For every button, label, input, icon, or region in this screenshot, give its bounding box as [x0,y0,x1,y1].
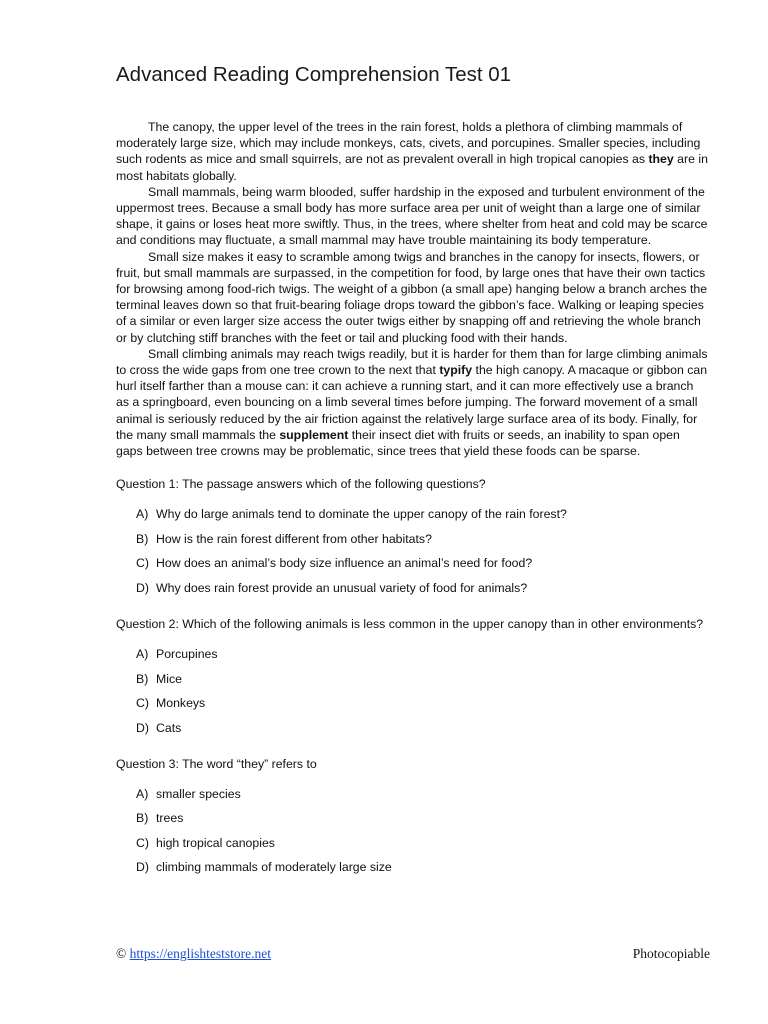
answer-options [116,646,708,736]
passage-paragraph-2: Small mammals, being warm blooded, suffer hardship in the exposed and turbulent environment of the uppermost trees. Because a small body has more surface area per unit of weight than a large one of similar shape, it gains or loses heat more swiftly. Thus, in the trees, where shelter from heat and cold may be scarce and conditions may fluctuate, a small mammal may have trouble maintaining its body temperature. [116,184,708,248]
option-text: Why do large animals tend to dominate the upper canopy of the rain forest? [156,507,567,522]
option-text: Mice [156,671,182,686]
option-letter: A) [136,507,149,522]
option-letter: D) [136,860,149,875]
bold-word-supplement: supplement [279,427,349,442]
option-letter: C) [136,696,149,711]
photocopiable-label: Photocopiable [632,946,710,961]
answer-option[interactable] [136,506,708,522]
option-text: How does an animal’s body size influence an animal’s need for food? [156,556,533,571]
bold-word-typify: typify [439,363,473,378]
question-1 [116,476,708,596]
option-letter: B) [136,671,149,686]
option-letter: C) [136,835,149,850]
answer-option[interactable] [136,835,708,851]
question-text: Question 1: The passage answers which of the following questions? [116,477,486,492]
answer-option[interactable] [136,580,708,596]
bold-word-they: they [648,152,674,167]
answer-option[interactable] [136,859,708,875]
option-letter: A) [136,786,149,801]
option-text: Porcupines [156,647,218,662]
answer-option[interactable] [136,646,708,662]
passage-text: Small climbing animals may reach twigs readily, but it is harder for them than for large climbing animals to cross the wide gaps from one tree crown to the next that [116,346,708,378]
answer-option[interactable] [136,671,708,687]
option-text: high tropical canopies [156,835,275,850]
option-letter: B) [136,531,149,546]
option-letter: D) [136,720,149,735]
question-text: Question 2: Which of the following animals is less common in the upper canopy than in other environments? [116,616,704,631]
page-title: Advanced Reading Comprehension Test 01 [116,63,512,86]
answer-option[interactable] [136,531,708,547]
option-text: Cats [156,720,182,735]
reading-passage [116,119,708,459]
passage-paragraph-1 [116,119,708,184]
answer-option[interactable] [136,786,708,802]
question-text: Question 3: The word “they” refers to [116,756,317,771]
answer-option[interactable] [136,695,708,711]
option-text: Monkeys [156,696,206,711]
option-text: How is the rain forest different from other habitats? [156,531,432,546]
answer-options [116,506,708,596]
passage-text: their insect diet with fruits or seeds, an inability to span open gaps between tree crowns may be problematic, since trees that yield these foods can be sparse. [116,427,680,459]
passage-text: are in most habitats globally. [116,152,708,183]
option-text: climbing mammals of moderately large size [156,860,392,875]
option-letter: B) [136,811,149,826]
document-page [116,60,708,884]
passage-paragraph-3: Small size makes it easy to scramble among twigs and branches in the canopy for insects, flowers, or fruit, but small mammals are surpassed, in the competition for food, by large ones that have their own tactics for browsing among food-rich twigs. The weight of a gibbon (a small ape) hanging below a branch arches the terminal leaves down so that fruit-bearing foliage drops toward the gibbon’s face. Walking or leaping species of a similar or even larger size access the outer twigs either by snapping off and retrieving the whole branch or by clutching stiff branches with the feet or tail and plucking food with their hands. [116,249,708,345]
website-link[interactable]: https://englishteststore.net [129,946,272,961]
page-footer [116,946,710,962]
answer-option[interactable] [136,555,708,571]
answer-option[interactable] [136,720,708,736]
option-text: smaller species [156,786,241,801]
answer-options [116,786,708,876]
option-text: Why does rain forest provide an unusual variety of food for animals? [156,580,528,595]
question-3 [116,756,708,876]
passage-text: The canopy, the upper level of the trees in the rain forest, holds a plethora of climbing mammals of moderately large size, which may include monkeys, cats, civets, and porcupines. Smaller species, including such rodents as mice and small squirrels, are not as prevalent overall in high tropical canopies as [116,120,701,167]
option-letter: C) [136,556,149,571]
question-2 [116,616,708,736]
answer-option[interactable] [136,810,708,826]
option-text: trees [156,811,184,826]
passage-paragraph-4 [116,346,708,459]
option-letter: D) [136,580,149,595]
option-letter: A) [136,647,149,662]
copyright-symbol: © [116,946,130,961]
passage-text: the high canopy. A macaque or gibbon can hurl itself farther than a mouse can: it can achieve a running start, and it can more effectively use a branch as a springboard, even bouncing on a limb several times before jumping. The forward movement of a small animal is seriously reduced by the air friction against the relatively large surface area of its body. Finally, for the many small mammals the [116,363,708,442]
